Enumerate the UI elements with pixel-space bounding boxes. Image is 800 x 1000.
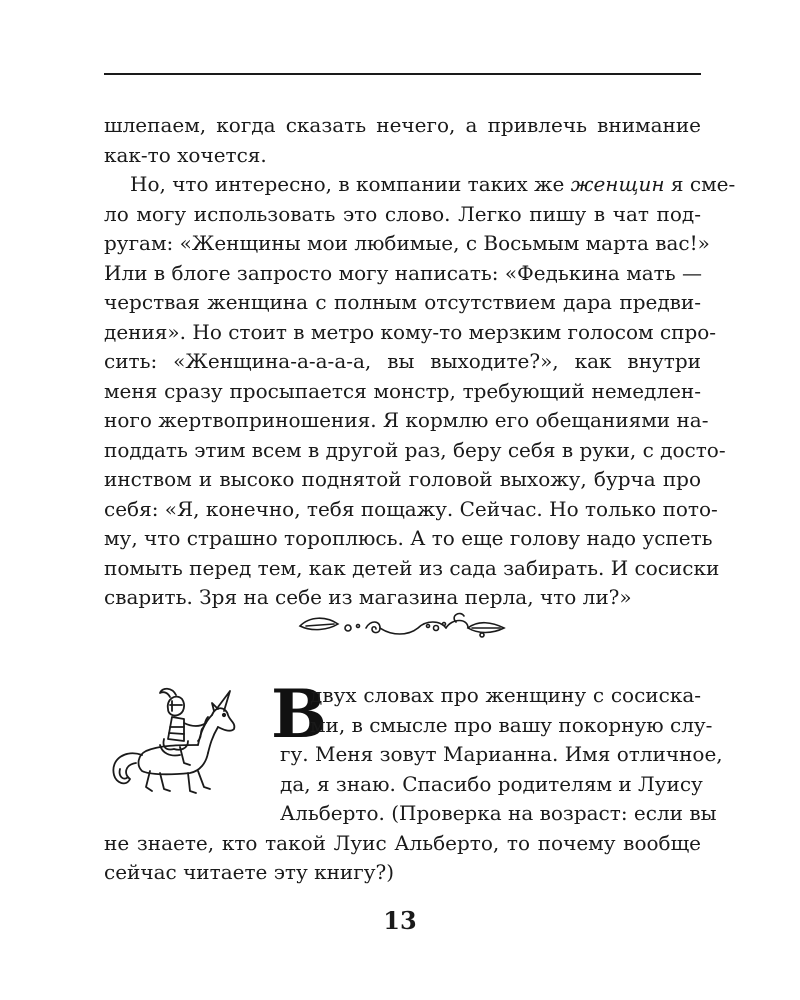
text-line: сить: «Женщина-а-а-а-а, вы выходите?», как внутри	[104, 349, 701, 373]
text-line: Или в блоге запросто могу написать: «Федькина мать —	[104, 260, 702, 285]
text-line: дения». Но стоит в метро кому-то мерзким голосом спро-	[104, 319, 717, 344]
ornament-divider-icon	[296, 608, 508, 644]
text-line: себя: «Я, конечно, тебя пощажу. Сейчас. Но только пото-	[104, 496, 718, 521]
text-line: не знаете, кто такой Луис Альберто, то почему вообще	[104, 830, 701, 855]
text-line: как-то хочется.	[104, 142, 267, 167]
page-number: 13	[383, 906, 417, 935]
text-line: ло могу использовать это слово. Легко пишу в чат под-	[104, 201, 701, 226]
knight-unicorn-illustration	[100, 683, 250, 799]
text-line: инством и высоко поднятой головой выхожу, бурча про	[104, 467, 701, 491]
text-line: черствая женщина с полным отсутствием дара предви-	[104, 290, 701, 314]
paragraph-2	[104, 170, 736, 613]
italic-word: женщин	[570, 172, 665, 196]
text-line: сейчас читаете эту книгу?)	[104, 860, 395, 884]
paragraph-3-beside	[280, 681, 723, 829]
text-line: ми, в смысле про вашу покорную слу-	[310, 712, 713, 737]
text-line: шлепаем, когда сказать нечего, а привлечь внимание	[104, 113, 701, 137]
drop-cap: В	[271, 675, 327, 753]
header-rule	[104, 73, 701, 75]
text-line: да, я знаю. Спасибо родителям и Луису	[280, 771, 703, 796]
text-line: двух словах про женщину с сосиска-	[310, 683, 701, 707]
text-line: му, что страшно тороплюсь. А то еще голову надо успеть	[104, 526, 713, 550]
text-line: меня сразу просыпается монстр, требующий немедлен-	[104, 378, 701, 403]
text-line: Альберто. (Проверка на возраст: если вы	[280, 801, 717, 825]
text-line: поддать этим всем в другой раз, беру себя в руки, с досто-	[104, 437, 726, 462]
text-line: ного жертвоприношения. Я кормлю его обещаниями на-	[104, 408, 709, 432]
text-line: помыть перед тем, как детей из сада забирать. И сосиски	[104, 555, 720, 580]
text-line: гу. Меня зовут Марианна. Имя отличное,	[280, 742, 723, 766]
text-line: ругам: «Женщины мои любимые, с Восьмым марта вас!»	[104, 231, 710, 255]
paragraph-1	[104, 111, 701, 170]
text-line: Но, что интересно, в компании таких же женщин я сме-	[130, 172, 736, 196]
text-line: сварить. Зря на себе из магазина перла, что ли?»	[104, 585, 632, 609]
paragraph-3-full	[104, 829, 701, 888]
